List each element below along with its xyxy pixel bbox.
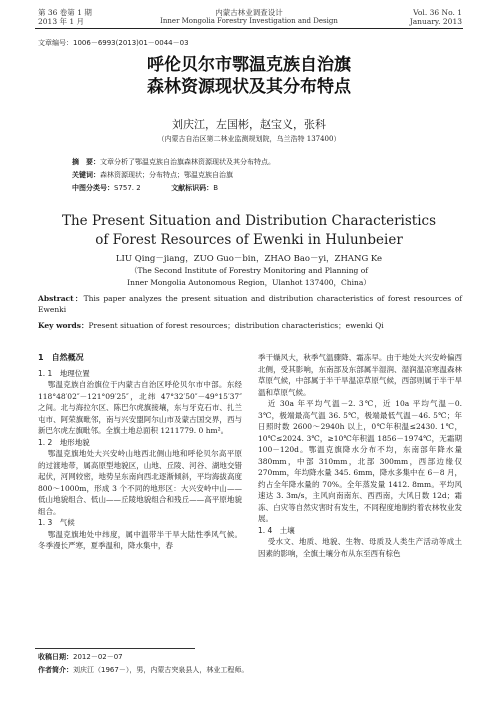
title-en-line1: The Present Situation and Distribution Characteristics [61, 213, 437, 229]
body-right-column [258, 352, 462, 559]
subsection-heading: 1. 3 气候 [38, 518, 75, 527]
title-cn-line1: 呼伦贝尔市鄂温克族自治旗 [147, 55, 351, 75]
author-bio-text: 刘庆江（1967－），男，内蒙古突泉县人，林业工程师。 [73, 666, 249, 674]
keywords-en [38, 320, 462, 331]
doccode-label: 文献标识码： [171, 184, 214, 192]
abstract-cn [72, 158, 275, 167]
affiliation-en-line2: Inner Mongolia Autonomous Region，Ulanhot 137400，China） [127, 278, 371, 287]
abstract-cn-label: 摘 要： [72, 158, 100, 166]
paragraph: 鄂温克旗地处中纬度，属中温带半干旱大陆性季风气候。冬季漫长严寒，夏季温和，降水集中，春 [38, 529, 242, 550]
abstract-cn-text: 文章分析了鄂温克族自治旗森林资源现状及其分布特点。 [100, 158, 275, 166]
footnote-rule [35, 648, 195, 649]
body-left-column [38, 352, 242, 552]
received-date [38, 652, 123, 663]
journal-date-en: January. 2013 [409, 17, 462, 26]
affiliation-en-line1: （The Second Institute of Forestry Monitoring and Planning of [130, 266, 368, 275]
paragraph: 近 30a 年平均气温－2. 3℃，近 10a 平均气温－0. 3℃，极端最高气温 36. 5℃，极端最低气温－46. 5℃；年日照时数 2600～2940h 以上，0℃年积温≤2430. 1℃，10℃≤2024. 3℃，≥10℃年积温 1856－1974℃，无霜期 100－120d。鄂温克旗降水分布不均，东南部年降水量 380mm，中部 310mm，北部 300mm，西部边缘仅 270mm，年均降水量 345. 6mm，降水多集中在 6－8 月，约占全年降水量的 70%。全年蒸发量 1412. 8mm。平均风速达 3. 3m/s，主风向南南东、西西南，大风日数 12d；霜冻、白灾等自然灾害时有发生，不同程度地制约着农林牧业发展。 [258, 399, 462, 523]
received-label: 收稿日期： [38, 653, 73, 661]
keywords-en-label: Key words： [38, 321, 89, 330]
affiliation-cn: （内蒙古自治区第二林业监测规划院，乌兰浩特 137400） [157, 135, 341, 143]
journal-name-en: Inner Mongolia Forestry Investigation and Design [160, 17, 338, 25]
clc-value: S757. 2 [114, 184, 141, 192]
keywords-cn-text: 森林资源现状；分布特点；鄂温克族自治旗 [100, 171, 233, 179]
keywords-en-text: Present situation of forest resources；distribution characteristics；ewenki Qi [88, 321, 384, 330]
author-bio [38, 665, 248, 676]
authors-en: LIU Qing－jiang，ZUO Guo－bin，ZHAO Bao－yi，ZHANG Ke [115, 254, 383, 264]
journal-volume: 第 36 卷第 1 期 [38, 8, 92, 17]
title-en-line2: of Forest Resources of Ewenki in Hulunbeier [95, 232, 403, 248]
paragraph: 鄂温克族自治旗位于内蒙古自治区呼伦贝尔市中部。东经 118°48′02″－121°09′25″，北纬 47°32′50″－49°15′37″之间。北与海拉尔区、陈巴尔虎旗接壤，东与牙克石市、扎兰屯市、阿荣旗毗邻，南与兴安盟阿尔山市及蒙古国交界，西与新巴尔虎左旗毗邻。全旗土地总面积 1211779. 0 hm²。 [38, 380, 242, 435]
abstract-en-label: Abstract： [38, 294, 84, 303]
authors-cn: 刘庆江，左国彬，赵宝义，张科 [172, 118, 326, 131]
keywords-cn-label: 关键词： [72, 171, 100, 179]
section-heading: 1 自然概况 [38, 353, 84, 362]
paragraph: 受水文、地质、地貌、生物、母质及人类生产活动等成土因素的影响，全旗土壤分布从东至西有棕色 [258, 537, 462, 558]
clc-label: 中图分类号： [72, 184, 114, 192]
author-bio-label: 作者简介： [38, 666, 73, 674]
paragraph: 鄂温克旗地处大兴安岭山地西北侧山地和呼伦贝尔高平原的过渡地带，属高原型地貌区，山地、丘陵、河谷、湖地交错起伏，河网较密，地势呈东南向西北逐渐倾斜，平均海拔高度 800～1000m，形成 3 个不同的地形区：大兴安岭中山——低山地貌组合、低山——丘陵地貌组合和残丘——高平原地貌组合。 [38, 449, 242, 516]
subsection-heading: 1. 2 地形地貌 [38, 437, 90, 447]
abstract-en-text: This paper analyzes the present situation and distribution characteristics of forest resources of Ewenki [38, 294, 462, 314]
journal-volume-en: Vol. 36 No. 1 [413, 8, 462, 17]
title-cn-line2: 森林资源现状及其分布特点 [147, 77, 351, 97]
abstract-en [38, 293, 462, 315]
keywords-cn [72, 171, 233, 180]
subsection-heading: 1. 1 地理位置 [38, 368, 90, 378]
journal-date: 2013 年 1 月 [38, 17, 85, 26]
doccode-value: B [213, 184, 218, 192]
received-value: 2012－02－07 [73, 653, 123, 661]
paragraph: 季干燥风大，秋季气温骤降、霜冻早。由于地处大兴安岭偏西北侧，受其影响，东南部及东部属半湿润、湿润温凉寒温森林草原气候，中部属于半干旱温凉草原气候，西部则属于半干旱温和草原气候。 [258, 353, 462, 397]
header-rule [35, 28, 463, 29]
journal-name-cn: 内蒙古林业调查设计 [215, 8, 283, 17]
article-number: 文章编号：1006－6993(2013)01－0044－03 [38, 39, 189, 47]
subsection-heading: 1. 4 土壤 [258, 525, 295, 535]
classification-line [72, 184, 218, 193]
